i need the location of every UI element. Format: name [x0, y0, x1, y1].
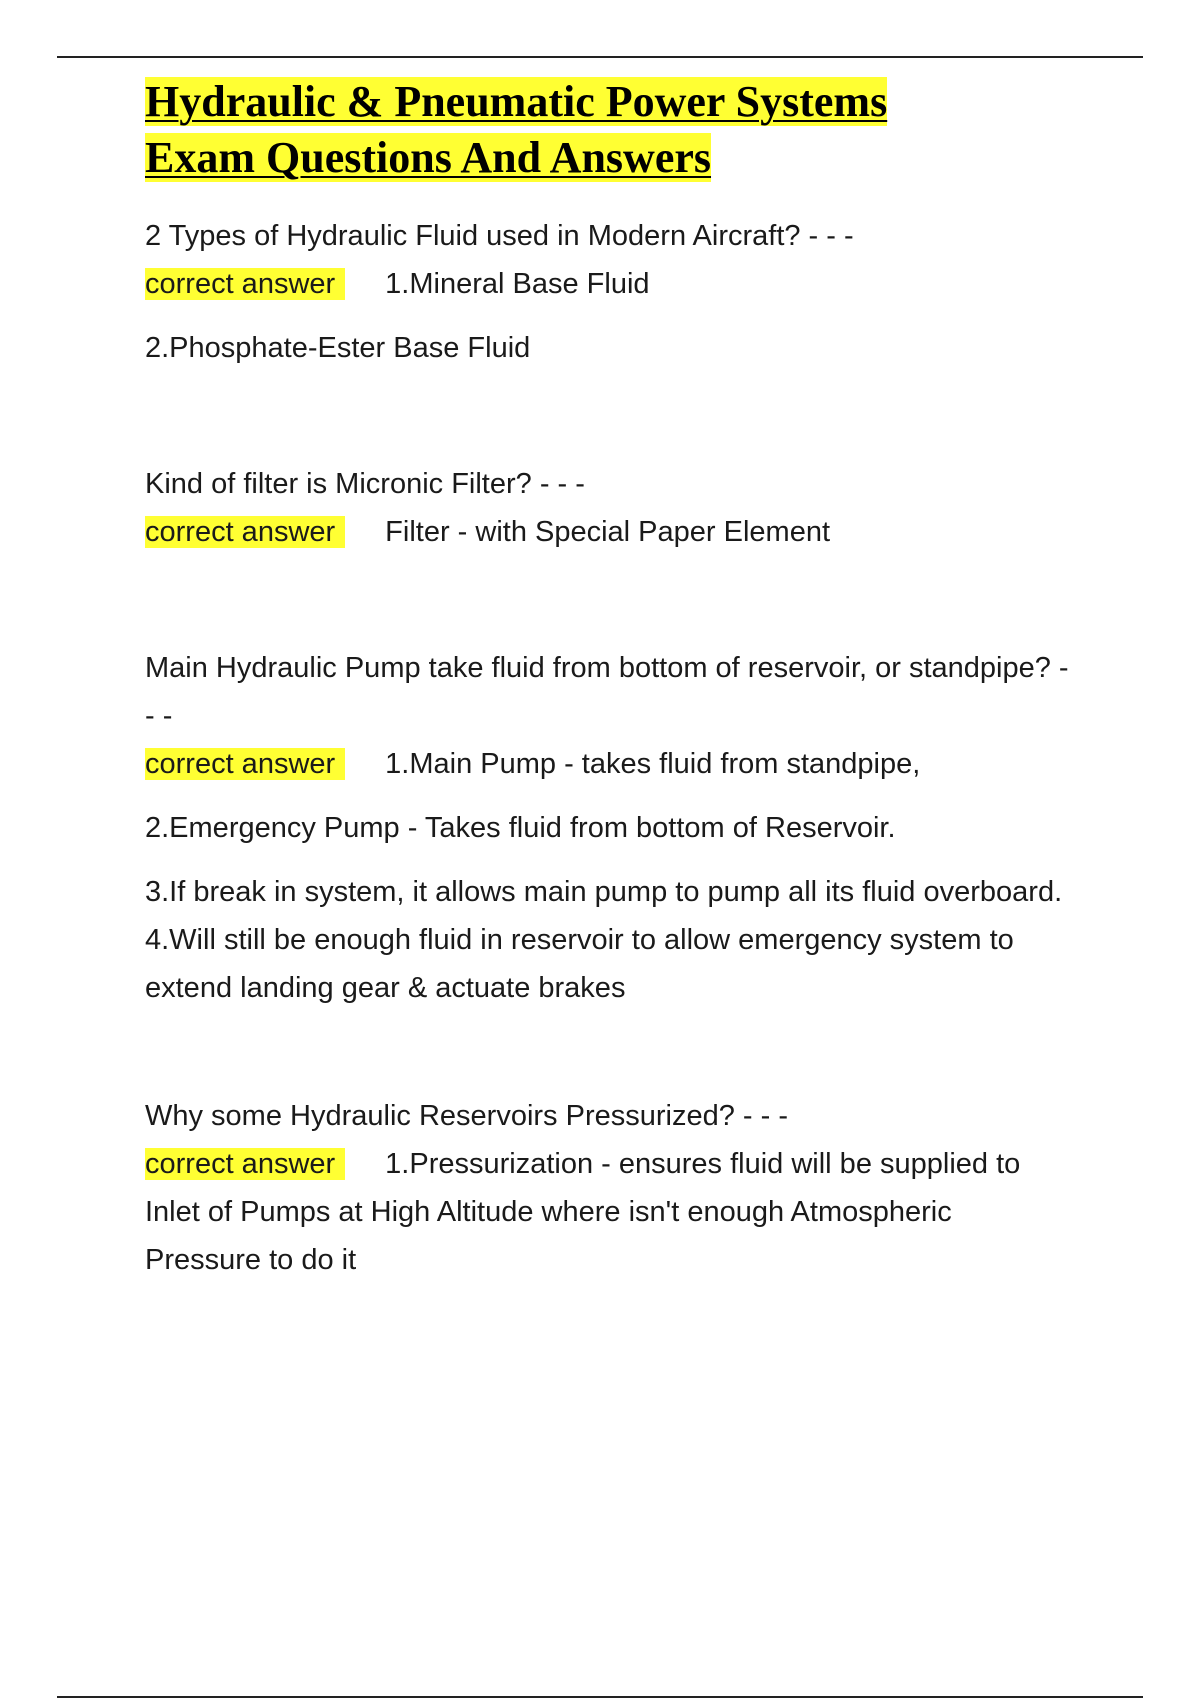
answer-continuation: 3.If break in system, it allows main pump to pump all its fluid overboard. 4.Will still be enough fluid in reservoir to allow emergency system to extend landing gear & actuate brakes: [145, 876, 1063, 1004]
answer-continuation: 2.Emergency Pump - Takes fluid from bottom of Reservoir.: [145, 812, 896, 844]
answer-text: Filter - with Special Paper Element: [385, 516, 831, 548]
title-line-1: Hydraulic & Pneumatic Power Systems: [145, 77, 888, 126]
answer-label: correct answer: [145, 748, 345, 780]
question-text: Main Hydraulic Pump take fluid from bottom of reservoir, or standpipe? - - -: [145, 652, 1069, 732]
question-text: Kind of filter is Micronic Filter? - - -: [145, 468, 585, 500]
document-title: [145, 74, 1075, 186]
title-line-2: Exam Questions And Answers: [145, 133, 712, 182]
qa-item: [145, 1092, 1075, 1284]
answer-label: correct answer: [145, 268, 345, 300]
question-text: Why some Hydraulic Reservoirs Pressurized? - - -: [145, 1100, 788, 1132]
qa-item: [145, 644, 1075, 1012]
bottom-rule: [57, 1696, 1143, 1698]
document-body: [145, 74, 1075, 1284]
answer-label: correct answer: [145, 516, 345, 548]
answer-text: 1.Main Pump - takes fluid from standpipe,: [385, 748, 921, 780]
answer-label: correct answer: [145, 1148, 345, 1180]
qa-item: [145, 460, 1075, 556]
answer-text: 1.Pressurization - ensures fluid will be supplied to Inlet of Pumps at High Altitude where isn't enough Atmospheric Pressure to do it: [145, 1148, 1021, 1276]
qa-item: [145, 212, 1075, 372]
question-text: 2 Types of Hydraulic Fluid used in Modern Aircraft? - - -: [145, 220, 854, 252]
top-rule: [57, 56, 1143, 58]
answer-continuation: 2.Phosphate-Ester Base Fluid: [145, 332, 531, 364]
answer-text: 1.Mineral Base Fluid: [385, 268, 650, 300]
